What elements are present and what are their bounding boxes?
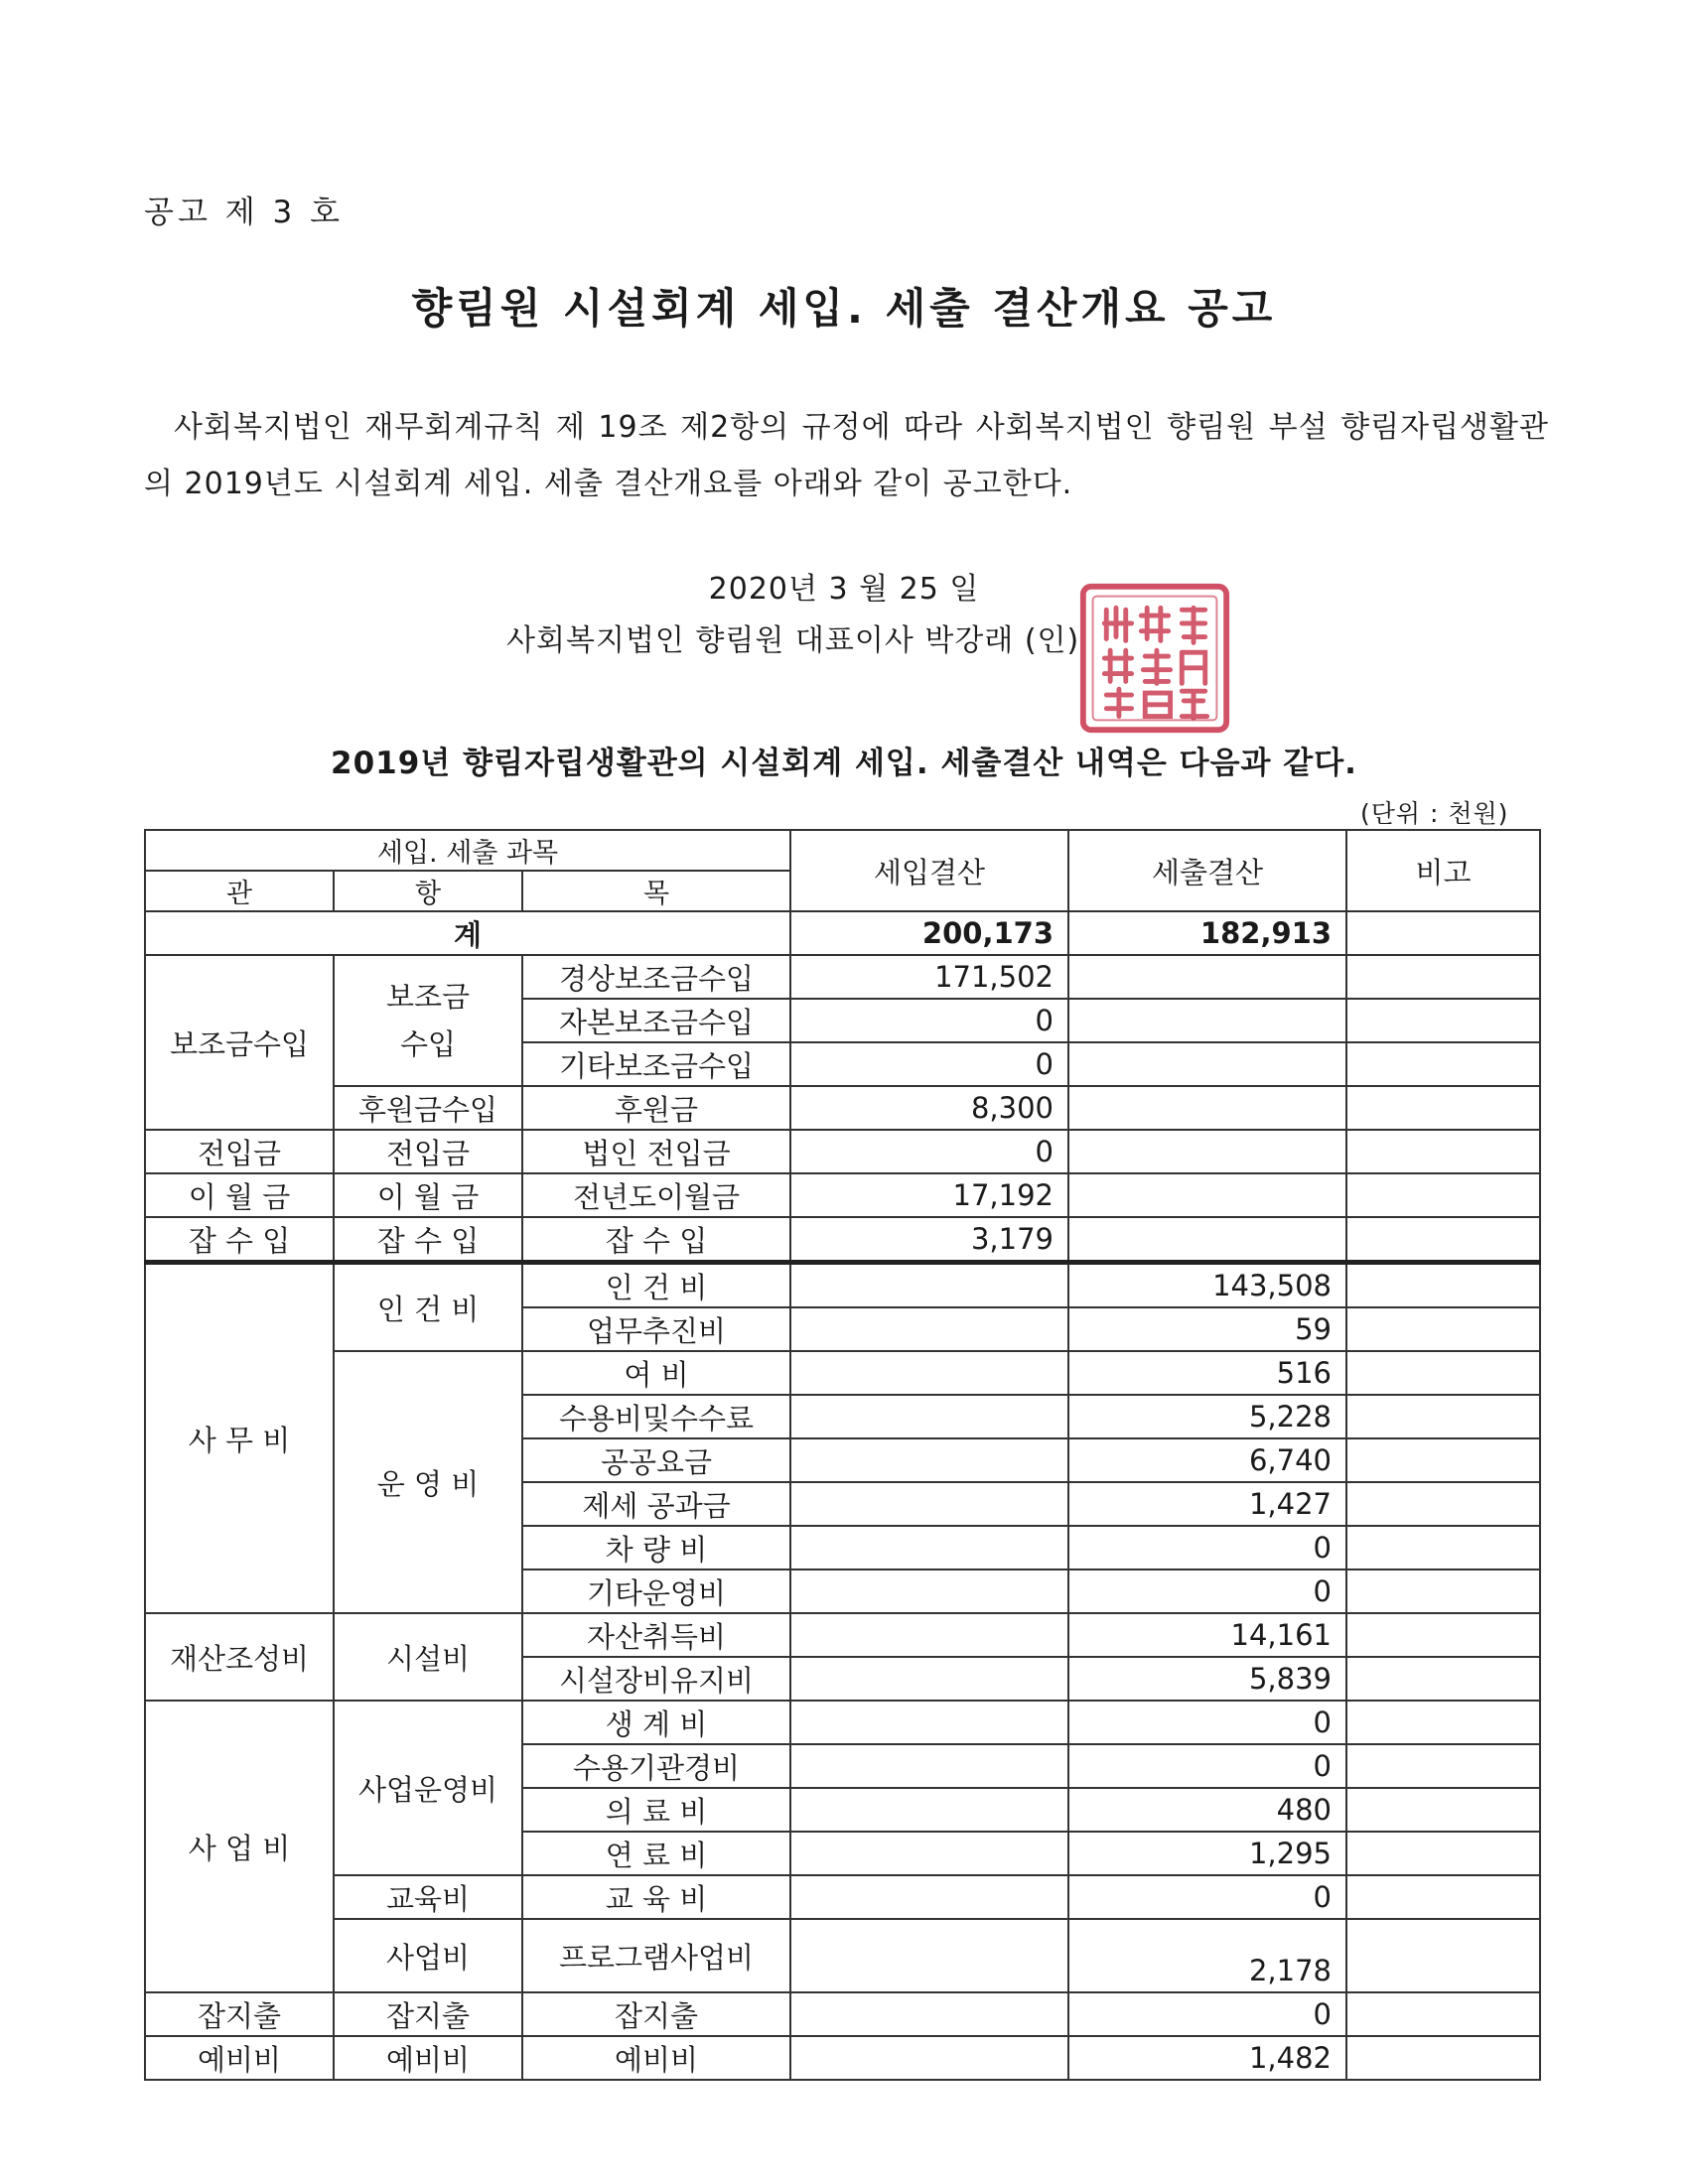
note-cell [1346,1086,1540,1130]
gwan-cell: 보조금수입 [145,955,334,1130]
expense-cell [1068,1042,1346,1086]
hang-cell: 인 건 비 [334,1263,522,1352]
note-cell [1346,1788,1540,1832]
header-expense: 세출결산 [1068,830,1346,911]
table-row [145,1130,1540,1173]
revenue-cell [790,1526,1068,1570]
revenue-cell: 17,192 [790,1173,1068,1217]
expense-cell [1068,1086,1346,1130]
gwan-cell: 사 무 비 [145,1263,334,1614]
header-revenue: 세입결산 [790,830,1068,911]
header-subject: 세입. 세출 과목 [145,830,790,871]
table-header-row [145,830,1540,871]
note-cell [1346,1217,1540,1263]
revenue-cell: 0 [790,1130,1068,1173]
hang-cell: 잡지출 [334,1992,522,2036]
revenue-cell [790,1701,1068,1744]
note-cell [1346,1526,1540,1570]
mok-cell: 의 료 비 [522,1788,790,1832]
mok-cell: 업무추진비 [522,1307,790,1351]
note-cell [1346,1875,1540,1919]
mok-cell: 인 건 비 [522,1263,790,1308]
table-caption: 2019년 향림자립생활관의 시설회계 세입. 세출결산 내역은 다음과 같다. [331,746,1357,781]
expense-cell: 6,740 [1068,1438,1346,1482]
revenue-cell [790,1438,1068,1482]
table-row [145,955,1540,999]
settlement-table [144,829,1541,2081]
hang-cell: 잡 수 입 [334,1217,522,1263]
expense-cell: 0 [1068,1570,1346,1613]
mok-cell: 자산취득비 [522,1613,790,1657]
total-label: 계 [145,911,790,955]
note-cell [1346,1263,1540,1308]
unit-label: (단위 : 천원) [1360,799,1509,828]
mok-cell: 기타보조금수입 [522,1042,790,1086]
table-row [145,1086,1540,1130]
total-revenue: 200,173 [790,911,1068,955]
expense-cell: 0 [1068,1744,1346,1788]
hang-cell: 전입금 [334,1130,522,1173]
revenue-cell [790,1482,1068,1526]
table-row [145,1351,1540,1395]
revenue-cell: 0 [790,1042,1068,1086]
note-cell [1346,1992,1540,2036]
mok-cell: 법인 전입금 [522,1130,790,1173]
note-cell [1346,1173,1540,1217]
expense-cell [1068,1217,1346,1263]
mok-cell: 연 료 비 [522,1832,790,1875]
expense-cell: 0 [1068,1992,1346,2036]
gwan-cell: 잡지출 [145,1992,334,2036]
revenue-cell [790,1351,1068,1395]
hang-cell: 사업운영비 [334,1701,522,1875]
hang-cell: 예비비 [334,2036,522,2080]
revenue-cell [790,1613,1068,1657]
expense-cell [1068,1173,1346,1217]
expense-cell: 1,427 [1068,1482,1346,1526]
hang-cell: 교육비 [334,1875,522,1919]
hang-cell: 운 영 비 [334,1351,522,1613]
intro-paragraph: 사회복지법인 재무회계규칙 제 19조 제2항의 규정에 따라 사회복지법인 향림원 부설 향림자립생활관의 2019년도 시설회계 세입. 세출 결산개요를 아래와 같이 공고한다. [144,410,1549,501]
revenue-cell: 171,502 [790,955,1068,999]
revenue-cell: 8,300 [790,1086,1068,1130]
mok-cell: 후원금 [522,1086,790,1130]
note-cell [1346,1042,1540,1086]
mok-cell: 자본보조금수입 [522,999,790,1042]
expense-cell [1068,999,1346,1042]
mok-cell: 생 계 비 [522,1701,790,1744]
expense-cell [1068,1130,1346,1173]
gwan-cell: 이 월 금 [145,1173,334,1217]
revenue-cell [790,1307,1068,1351]
revenue-cell [790,1875,1068,1919]
expense-cell: 2,178 [1068,1919,1346,1992]
revenue-cell [790,1570,1068,1613]
table-row [145,1263,1540,1308]
note-cell [1346,1701,1540,1744]
table-row [145,1919,1540,1992]
table-row [145,1217,1540,1263]
expense-cell: 516 [1068,1351,1346,1395]
expense-cell: 59 [1068,1307,1346,1351]
expense-cell [1068,955,1346,999]
revenue-cell [790,1744,1068,1788]
mok-cell: 공공요금 [522,1438,790,1482]
mok-cell: 프로그램사업비 [522,1919,790,1992]
mok-cell: 여 비 [522,1351,790,1395]
expense-cell: 0 [1068,1875,1346,1919]
note-cell [1346,1570,1540,1613]
expense-cell: 1,482 [1068,2036,1346,2080]
hang-cell: 사업비 [334,1919,522,1992]
table-row [145,1613,1540,1657]
expense-cell: 143,508 [1068,1263,1346,1308]
header-hang: 항 [334,871,522,911]
note-cell [1346,1395,1540,1438]
expense-cell: 0 [1068,1526,1346,1570]
mok-cell: 차 량 비 [522,1526,790,1570]
mok-cell: 기타운영비 [522,1570,790,1613]
mok-cell: 교 육 비 [522,1875,790,1919]
mok-cell: 예비비 [522,2036,790,2080]
hang-cell: 이 월 금 [334,1173,522,1217]
hang-cell: 시설비 [334,1613,522,1701]
note-cell [1346,911,1540,955]
expense-cell: 480 [1068,1788,1346,1832]
revenue-cell [790,1992,1068,2036]
gwan-cell: 잡 수 입 [145,1217,334,1263]
note-cell [1346,1351,1540,1395]
note-cell [1346,1832,1540,1875]
gwan-cell: 재산조성비 [145,1613,334,1701]
note-cell [1346,999,1540,1042]
signer-line: 사회복지법인 향림원 대표이사 박강래 (인) [506,623,1080,658]
mok-cell: 수용비및수수료 [522,1395,790,1438]
document-title: 향림원 시설회계 세입. 세출 결산개요 공고 [411,284,1277,333]
revenue-cell [790,1919,1068,1992]
expense-cell: 14,161 [1068,1613,1346,1657]
revenue-cell [790,2036,1068,2080]
revenue-cell [790,1657,1068,1701]
revenue-cell: 3,179 [790,1217,1068,1263]
header-mok: 목 [522,871,790,911]
mok-cell: 경상보조금수입 [522,955,790,999]
revenue-cell: 0 [790,999,1068,1042]
note-cell [1346,1919,1540,1992]
table-row [145,1875,1540,1919]
header-note: 비고 [1346,830,1540,911]
note-cell [1346,1657,1540,1701]
note-cell [1346,1130,1540,1173]
notice-date: 2020년 3 월 25 일 [708,572,980,607]
expense-cell: 5,228 [1068,1395,1346,1438]
expense-cell: 0 [1068,1701,1346,1744]
mok-cell: 전년도이월금 [522,1173,790,1217]
note-cell [1346,1482,1540,1526]
red-seal-stamp-icon [1077,581,1232,736]
mok-cell: 시설장비유지비 [522,1657,790,1701]
expense-cell: 5,839 [1068,1657,1346,1701]
total-row [145,911,1540,955]
gwan-cell: 예비비 [145,2036,334,2080]
header-gwan: 관 [145,871,334,911]
note-cell [1346,1744,1540,1788]
revenue-cell [790,1395,1068,1438]
note-cell [1346,2036,1540,2080]
hang-cell: 후원금수입 [334,1086,522,1130]
gwan-cell: 사 업 비 [145,1701,334,1992]
mok-cell: 잡 수 입 [522,1217,790,1263]
mok-cell: 수용기관경비 [522,1744,790,1788]
table-row [145,1173,1540,1217]
note-cell [1346,955,1540,999]
note-cell [1346,1438,1540,1482]
mok-cell: 잡지출 [522,1992,790,2036]
table-row [145,1992,1540,2036]
hang-cell: 보조금 수입 [334,955,522,1086]
table-row [145,2036,1540,2080]
table-row [145,1701,1540,1744]
gwan-cell: 전입금 [145,1130,334,1173]
note-cell [1346,1613,1540,1657]
note-cell [1346,1307,1540,1351]
mok-cell: 제세 공과금 [522,1482,790,1526]
notice-number: 공고 제 3 호 [144,195,345,230]
expense-cell: 1,295 [1068,1832,1346,1875]
total-expense: 182,913 [1068,911,1346,955]
revenue-cell [790,1832,1068,1875]
revenue-cell [790,1788,1068,1832]
revenue-cell [790,1263,1068,1308]
